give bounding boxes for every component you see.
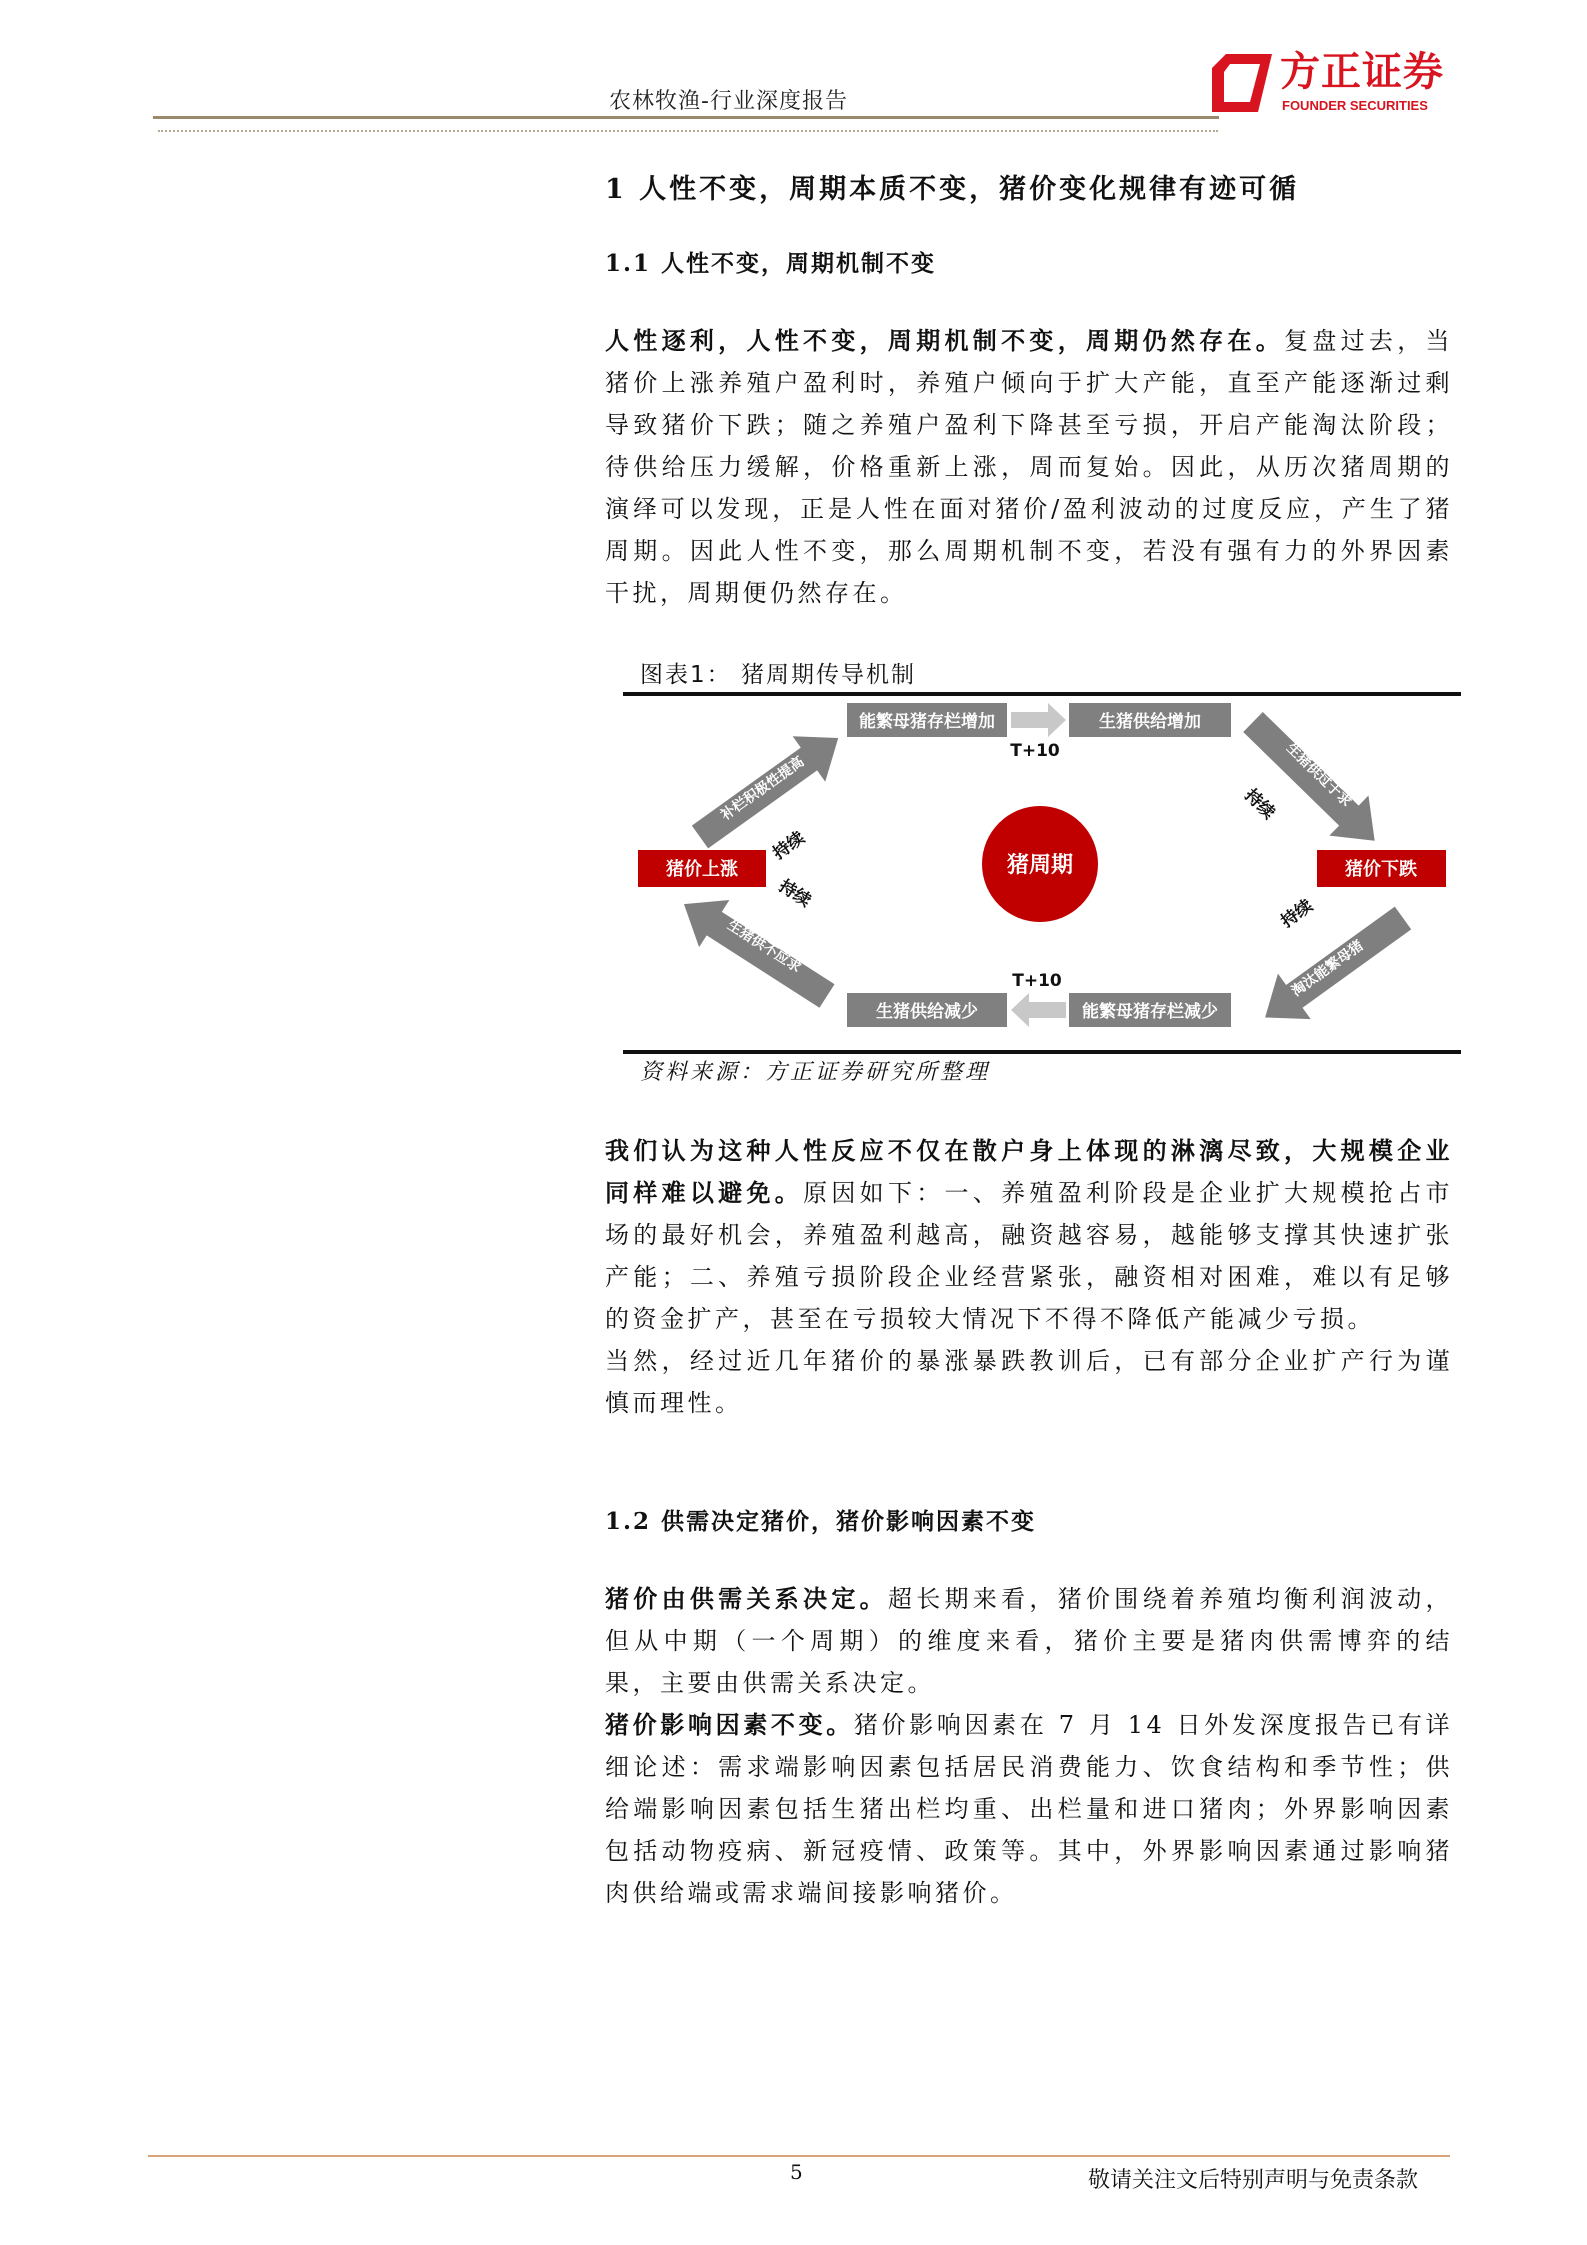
page-number: 5 (790, 2160, 803, 2184)
section-1-heading: 1 人性不变，周期本质不变，猪价变化规律有迹可循 (605, 174, 1300, 205)
arrow-restock-label: 补栏积极性提高 (718, 753, 808, 824)
sustain-label-ur: 持续 (1240, 785, 1279, 824)
section-1-1-heading: 1.1 人性不变，周期机制不变 (605, 250, 937, 277)
price-up-label: 猪价上涨 (666, 859, 738, 880)
arrow-left-icon (1011, 993, 1066, 1027)
body-text: 超长期来看，猪价围绕着养殖均衡利润波动，但从中期（一个周期）的维度来看，猪价主要是猪肉供需博弈的结果，主要由供需关系决定。 (605, 1585, 1454, 1697)
main-column (605, 170, 1453, 1914)
section-1-2-heading: 1.2 供需决定猪价，猪价影响因素不变 (605, 1508, 1037, 1535)
arrow-oversupply-label: 生猪供过于求 (1283, 740, 1355, 811)
lag-top-label: T+10 (1010, 741, 1060, 761)
arrow-undersupply-label: 生猪供不应求 (724, 917, 804, 977)
paragraph-enterprises (605, 1130, 1453, 1340)
paragraph-cautious-expansion: 当然，经过近几年猪价的暴涨暴跌教训后，已有部分企业扩产行为谨慎而理性。 (605, 1347, 1453, 1417)
lead-sentence: 人性逐利，人性不变，周期机制不变，周期仍然存在。 (605, 326, 1285, 355)
pig-cycle-diagram (0, 0, 1587, 1100)
figure-source: 资料来源：方正证券研究所整理 (640, 1060, 991, 1085)
figure-title: 图表1： 猪周期传导机制 (640, 662, 916, 688)
report-category: 农林牧渔-行业深度报告 (609, 89, 848, 114)
box-supply-down-label: 生猪供给减少 (876, 1002, 978, 1022)
arrow-cull-sows-label: 淘汰能繁母猪 (1288, 937, 1367, 1000)
body-text: 复盘过去，当猪价上涨养殖户盈利时，养殖户倾向于扩大产能，直至产能逐渐过剩导致猪价下跌；随之养殖户盈利下降甚至亏损，开启产能淘汰阶段；待供给压力缓解，价格重新上涨，周而复始。因此，从历次猪周期的演绎可以发现，正是人性在面对猪价/盈利波动的过度反应，产生了猪周期。因此人性不变，那么周期机制不变，若没有强有力的外界因素干扰，周期便仍然存在。 (605, 327, 1454, 607)
arrow-right-icon (1011, 703, 1066, 737)
sustain-label-ul: 持续 (769, 827, 809, 864)
logo-text-cn: 方正证券 (1280, 49, 1444, 95)
body-text: 猪价影响因素在 7 月 14 日外发深度报告已有详细论述：需求端影响因素包括居民消费能力、饮食结构和季节性；供给端影响因素包括生猪出栏均重、出栏量和进口猪肉；外界影响因素包括动物疫病、新冠疫情、政策等。其中，外界影响因素通过影响猪肉供给端或需求端间接影响猪价。 (605, 1711, 1453, 1907)
lead-sentence: 我们认为这种人性反应不仅在散户身上体现的淋漓尽致，大规模企业同样难以避免。 (605, 1136, 1453, 1207)
footer-divider (148, 2155, 1450, 2157)
lead-sentence: 猪价影响因素不变。 (605, 1710, 854, 1739)
box-sow-inventory-down-label: 能繁母猪存栏减少 (1082, 1002, 1218, 1022)
box-sow-inventory-up-label: 能繁母猪存栏增加 (859, 712, 995, 732)
box-supply-up-label: 生猪供给增加 (1099, 712, 1201, 732)
figure-pig-cycle (605, 660, 1453, 1090)
paragraph-price-factors (605, 1704, 1453, 1914)
body-text: 原因如下：一、养殖盈利阶段是企业扩大规模抢占市场的最好机会，养殖盈利越高，融资越容易，越能够支撑其快速扩张产能；二、养殖亏损阶段企业经营紧张，融资相对困难，难以有足够的资金扩产，甚至在亏损较大情况下不得不降低产能减少亏损。 (605, 1179, 1454, 1333)
sustain-label-lr: 持续 (1277, 895, 1317, 932)
paragraph-supply-demand (605, 1578, 1453, 1704)
lead-sentence: 猪价由供需关系决定。 (605, 1584, 888, 1613)
logo-text-en: FOUNDER SECURITIES (1282, 98, 1428, 113)
cycle-center-label: 猪周期 (1006, 853, 1074, 878)
sustain-label-ll: 持续 (774, 876, 815, 912)
price-down-label: 猪价下跌 (1345, 859, 1417, 880)
lag-bottom-label: T+10 (1012, 971, 1062, 991)
footer-disclaimer: 敬请关注文后特别声明与免责条款 (1088, 2168, 1419, 2193)
